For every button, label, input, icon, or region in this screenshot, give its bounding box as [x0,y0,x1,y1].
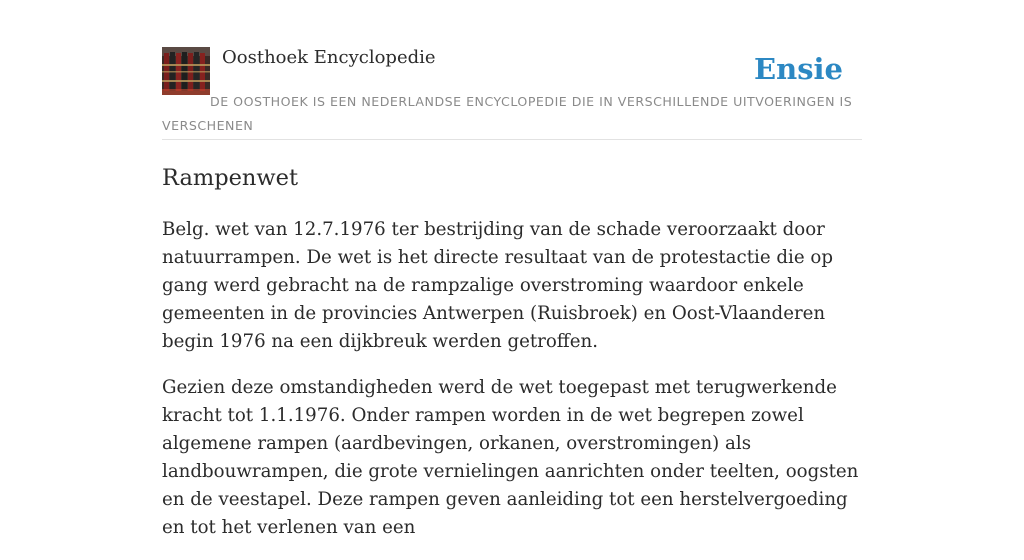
article-paragraph: Belg. wet van 12.7.1976 ter bestrijding van de schade veroorzaakt door natuurrampen. De wet is het directe resultaat van de protestactie die op gang werd gebracht na de rampzalige overstroming waardoor enkele gemeenten in de provincies Antwerpen (Ruisbroek) en Oost-Vlaanderen begin 1976 na een dijkbreuk werden getroffen. [162,219,833,352]
tagline-text: DE OOSTHOEK IS EEN NEDERLANDSE ENCYCLOPEDIE DIE IN VERSCHILLENDE UITVOERINGEN IS VERSCHENEN [162,94,853,133]
article-paragraph: Gezien deze omstandigheden werd de wet toegepast met terugwerkende kracht tot 1.1.1976. Onder rampen worden in de wet begrepen zowel algemene rampen (aardbevingen, orkanen, overstromingen) als landbouwrampen, die grote vernielingen aanrichten onder teelten, oogsten en de veestapel. Deze rampen geven aanleiding tot een herstelvergoeding en tot het verlenen van een [162,377,859,538]
site-header [162,46,862,140]
article-title: Rampenwet [162,165,299,191]
ensie-logo-link[interactable]: Ensie [754,52,843,86]
encyclopedia-books-icon[interactable] [162,47,210,95]
site-tagline [162,90,862,138]
site-name[interactable]: Oosthoek Encyclopedie [222,47,436,68]
header-divider [162,139,862,140]
article-body [162,216,862,560]
avatar-image [162,47,210,95]
